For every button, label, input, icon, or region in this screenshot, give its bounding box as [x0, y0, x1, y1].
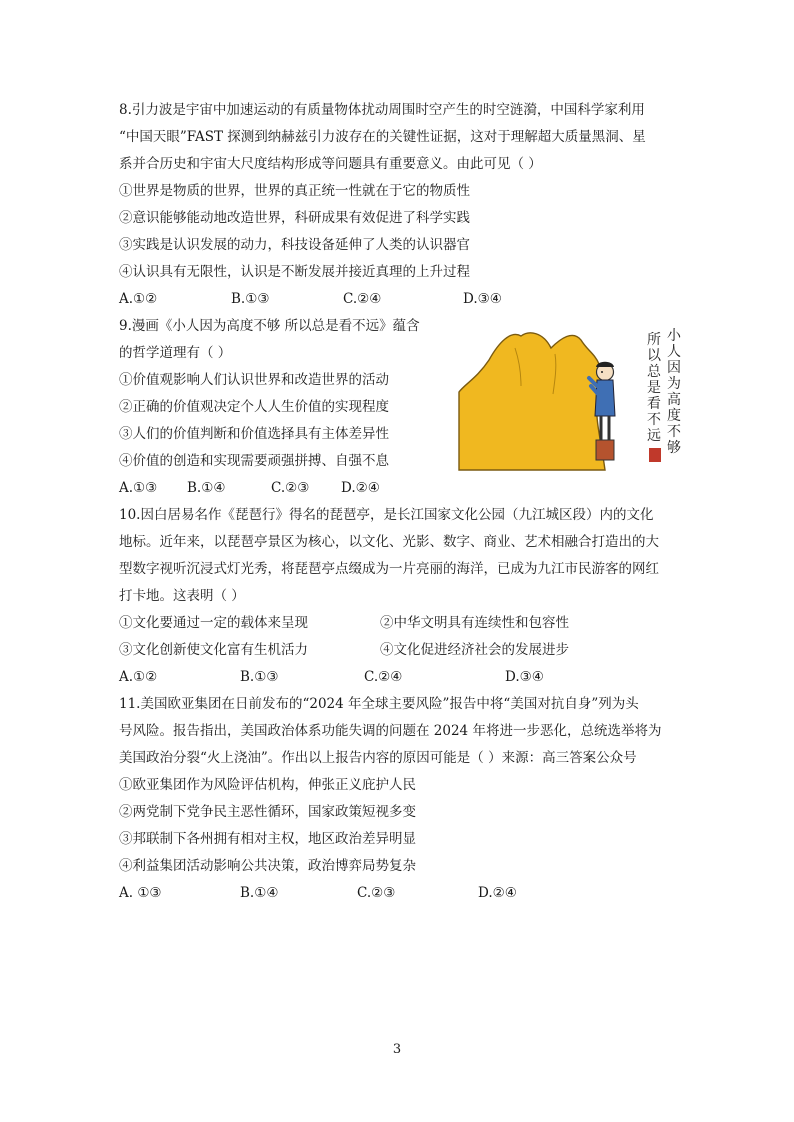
- q9-option-c: C.②③: [271, 480, 310, 496]
- svg-text:以: 以: [647, 348, 661, 364]
- svg-text:不: 不: [667, 424, 681, 440]
- q8-choice: ①世界是物质的世界，世界的真正统一性就在于它的物质性: [119, 183, 470, 199]
- q11-stem-line: 号风险。报告指出，美国政治体系功能失调的问题在 2024 年将进一步恶化，总统选举将为: [119, 723, 662, 739]
- cartoon-image: [455, 320, 687, 472]
- svg-text:是: 是: [647, 380, 661, 396]
- q11-option-a: A. ①③: [119, 885, 162, 901]
- q10-stem-line: 地标。近年来，以琵琶亭景区为核心，以文化、光影、数字、商业、艺术相融合打造出的大: [119, 534, 659, 550]
- q11-choice: ②两党制下党争民主恶性循环，国家政策短视多变: [119, 804, 416, 820]
- q8-stem-line: 8.引力波是宇宙中加速运动的有质量物体扰动周围时空产生的时空涟漪，中国科学家利用: [119, 102, 645, 118]
- q9-choice: ②正确的价值观决定个人人生价值的实现程度: [119, 399, 389, 415]
- q8-option-b: B.①③: [231, 291, 270, 307]
- q8-stem-line: 系并合历史和宇宙大尺度结构形成等问题具有重要意义。由此可见（ ）: [119, 156, 542, 172]
- svg-text:够: 够: [667, 440, 681, 456]
- svg-text:远: 远: [647, 428, 661, 444]
- page-number: 3: [392, 1042, 402, 1057]
- q9-option-b: B.①④: [187, 480, 226, 496]
- svg-text:不: 不: [647, 412, 661, 428]
- q9-option-d: D.②④: [341, 480, 380, 496]
- svg-text:看: 看: [647, 396, 661, 412]
- q10-stem-line: 打卡地。这表明（ ）: [119, 588, 245, 604]
- q8-choice: ③实践是认识发展的动力，科技设备延伸了人类的认识器官: [119, 237, 470, 253]
- svg-text:小: 小: [667, 328, 681, 344]
- q8-option-a: A.①②: [119, 291, 158, 307]
- svg-text:人: 人: [667, 344, 681, 360]
- svg-text:高: 高: [667, 392, 681, 408]
- q8-option-d: D.③④: [463, 291, 502, 307]
- q10-choice-4: ④文化促进经济社会的发展进步: [380, 642, 569, 658]
- q11-option-c: C.②③: [357, 885, 396, 901]
- q10-option-b: B.①③: [240, 669, 279, 685]
- q11-stem-line: 11.美国欧亚集团在日前发布的“2024 年全球主要风险”报告中将“美国对抗自身”列为头: [119, 696, 639, 712]
- q11-option-b: B.①④: [240, 885, 279, 901]
- svg-text:总: 总: [647, 364, 661, 380]
- q11-stem-line: 美国政治分裂“火上浇油”。作出以上报告内容的原因可能是（ ）来源：高三答案公众号: [119, 750, 637, 766]
- svg-text:所: 所: [647, 332, 661, 348]
- q10-stem-line: 10.因白居易名作《琵琶行》得名的琵琶亭，是长江国家文化公园（九江城区段）内的文化: [119, 507, 654, 523]
- q10-choice-2: ②中华文明具有连续性和包容性: [380, 615, 569, 631]
- cartoon-caption: [647, 328, 682, 456]
- q9-stem-line: 的哲学道理有（ ）: [119, 345, 232, 361]
- svg-text:为: 为: [667, 376, 681, 392]
- q9-option-a: A.①③: [119, 480, 158, 496]
- q10-option-a: A.①②: [119, 669, 158, 685]
- svg-text:因: 因: [667, 360, 681, 376]
- q11-option-d: D.②④: [478, 885, 517, 901]
- q11-choice: ①欧亚集团作为风险评估机构，伸张正义庇护人民: [119, 777, 416, 793]
- q10-choice-3: ③文化创新使文化富有生机活力: [119, 642, 308, 658]
- q8-option-c: C.②④: [343, 291, 382, 307]
- q11-choice: ③邦联制下各州拥有相对主权，地区政治差异明显: [119, 831, 416, 847]
- q8-choice: ②意识能够能动地改造世界，科研成果有效促进了科学实践: [119, 210, 470, 226]
- svg-text:度: 度: [667, 408, 681, 424]
- cartoon-seal: [649, 448, 661, 462]
- q10-option-d: D.③④: [505, 669, 544, 685]
- cartoon-mountain: [459, 333, 605, 470]
- q9-choice: ④价值的创造和实现需要顽强拼搏、自强不息: [119, 453, 389, 469]
- q11-choice: ④利益集团活动影响公共决策，政治博弈局势复杂: [119, 858, 416, 874]
- q10-stem-line: 型数字视听沉浸式灯光秀，将琵琶亭点缀成为一片亮丽的海洋，已成为九江市民游客的网红: [119, 561, 659, 577]
- q9-stem-line: 9.漫画《小人因为高度不够 所以总是看不远》蕴含: [119, 318, 420, 334]
- q8-stem-line: “中国天眼”FAST 探测到纳赫兹引力波存在的关键性证据，这对于理解超大质量黑洞、星: [119, 129, 646, 145]
- q10-option-c: C.②④: [364, 669, 403, 685]
- q9-choice: ①价值观影响人们认识世界和改造世界的活动: [119, 372, 389, 388]
- q9-choice: ③人们的价值判断和价值选择具有主体差异性: [119, 426, 389, 442]
- q8-choice: ④认识具有无限性，认识是不断发展并接近真理的上升过程: [119, 264, 470, 280]
- q10-choice-1: ①文化要通过一定的载体来呈现: [119, 615, 308, 631]
